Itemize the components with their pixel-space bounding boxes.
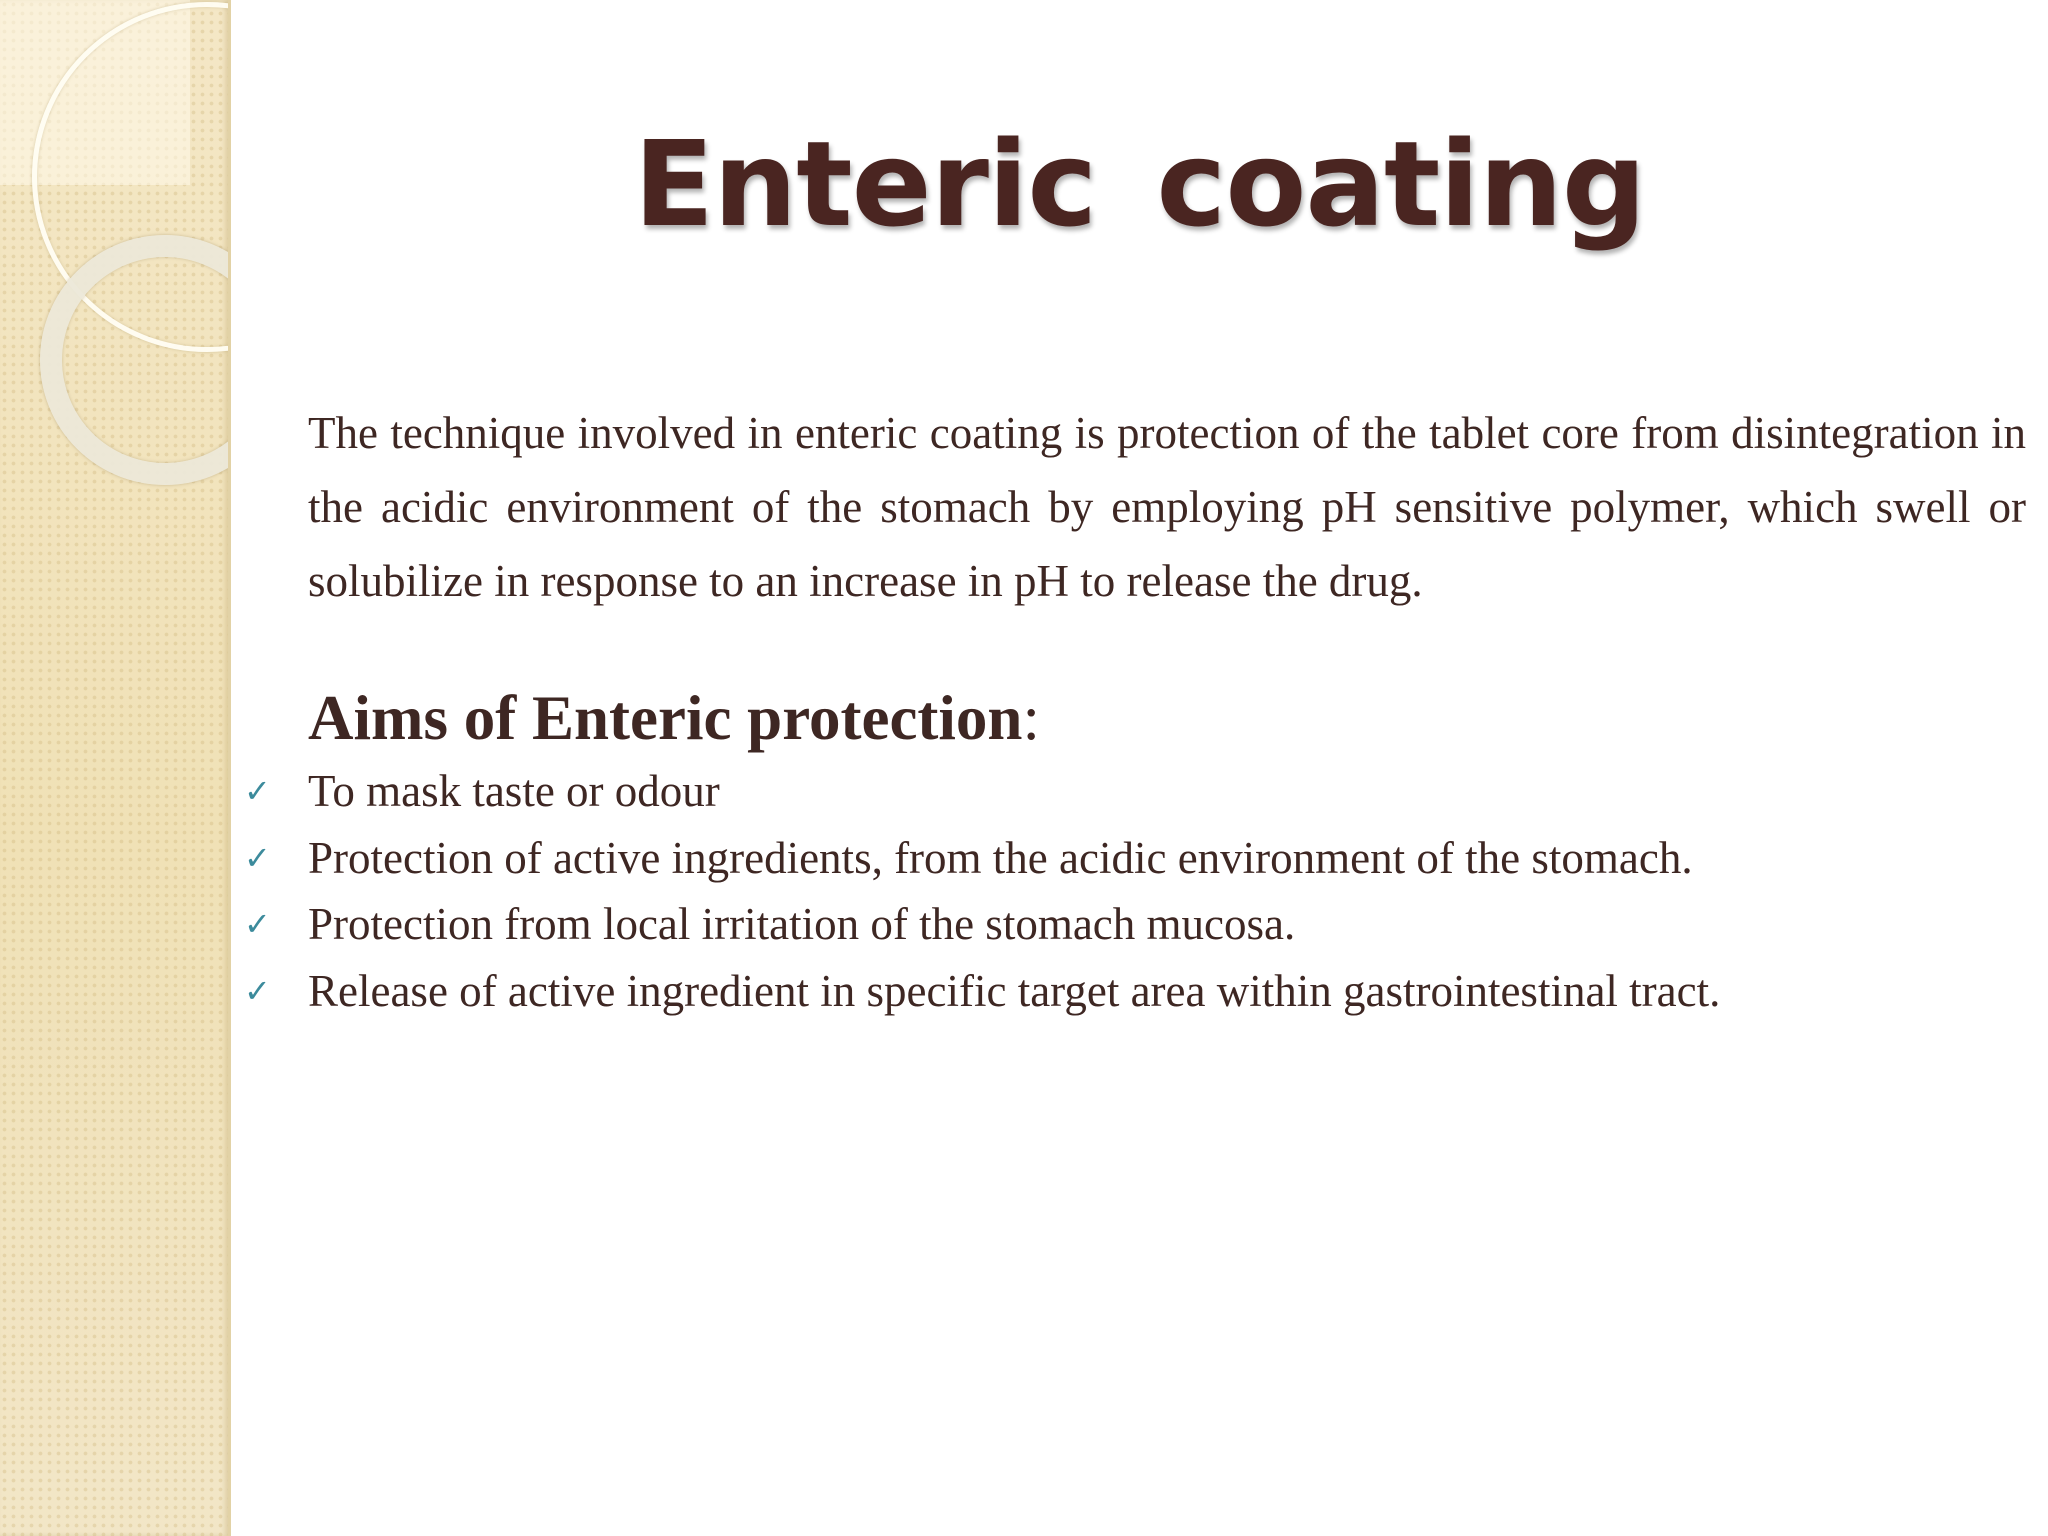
slide-title: Enteric coating: [633, 115, 1646, 253]
aims-heading: [308, 678, 2026, 758]
list-item: [244, 825, 2026, 892]
list-item-text: Protection from local irritation of the stomach mucosa.: [308, 899, 1296, 949]
checkmark-icon: ✓: [244, 772, 271, 810]
checkmark-icon: ✓: [244, 838, 271, 877]
list-item: [244, 758, 2026, 825]
list-item-text: Protection of active ingredients, from the acidic environment of the stomach.: [308, 832, 1693, 883]
checkmark-icon: ✓: [244, 971, 271, 1010]
list-item: [244, 958, 2026, 1025]
decorative-side-panel: [0, 0, 228, 1536]
slide-body: [244, 396, 2026, 1024]
list-item-text: To mask taste or odour: [308, 766, 720, 816]
aims-heading-text: Aims of Enteric protection: [308, 683, 1023, 753]
checkmark-icon: ✓: [244, 905, 271, 943]
aims-heading-colon: :: [1022, 683, 1040, 753]
aims-list: [244, 758, 2026, 1024]
intro-paragraph: The technique involved in enteric coating is protection of the tablet core from disintegration in the acidic environment of the stomach by employing pH sensitive polymer, which swell or solubilize in response to an increase in pH to release the drug.: [308, 408, 2026, 606]
list-item: [244, 891, 2026, 958]
list-item-text: Release of active ingredient in specific target area within gastrointestinal tract.: [308, 965, 1721, 1016]
